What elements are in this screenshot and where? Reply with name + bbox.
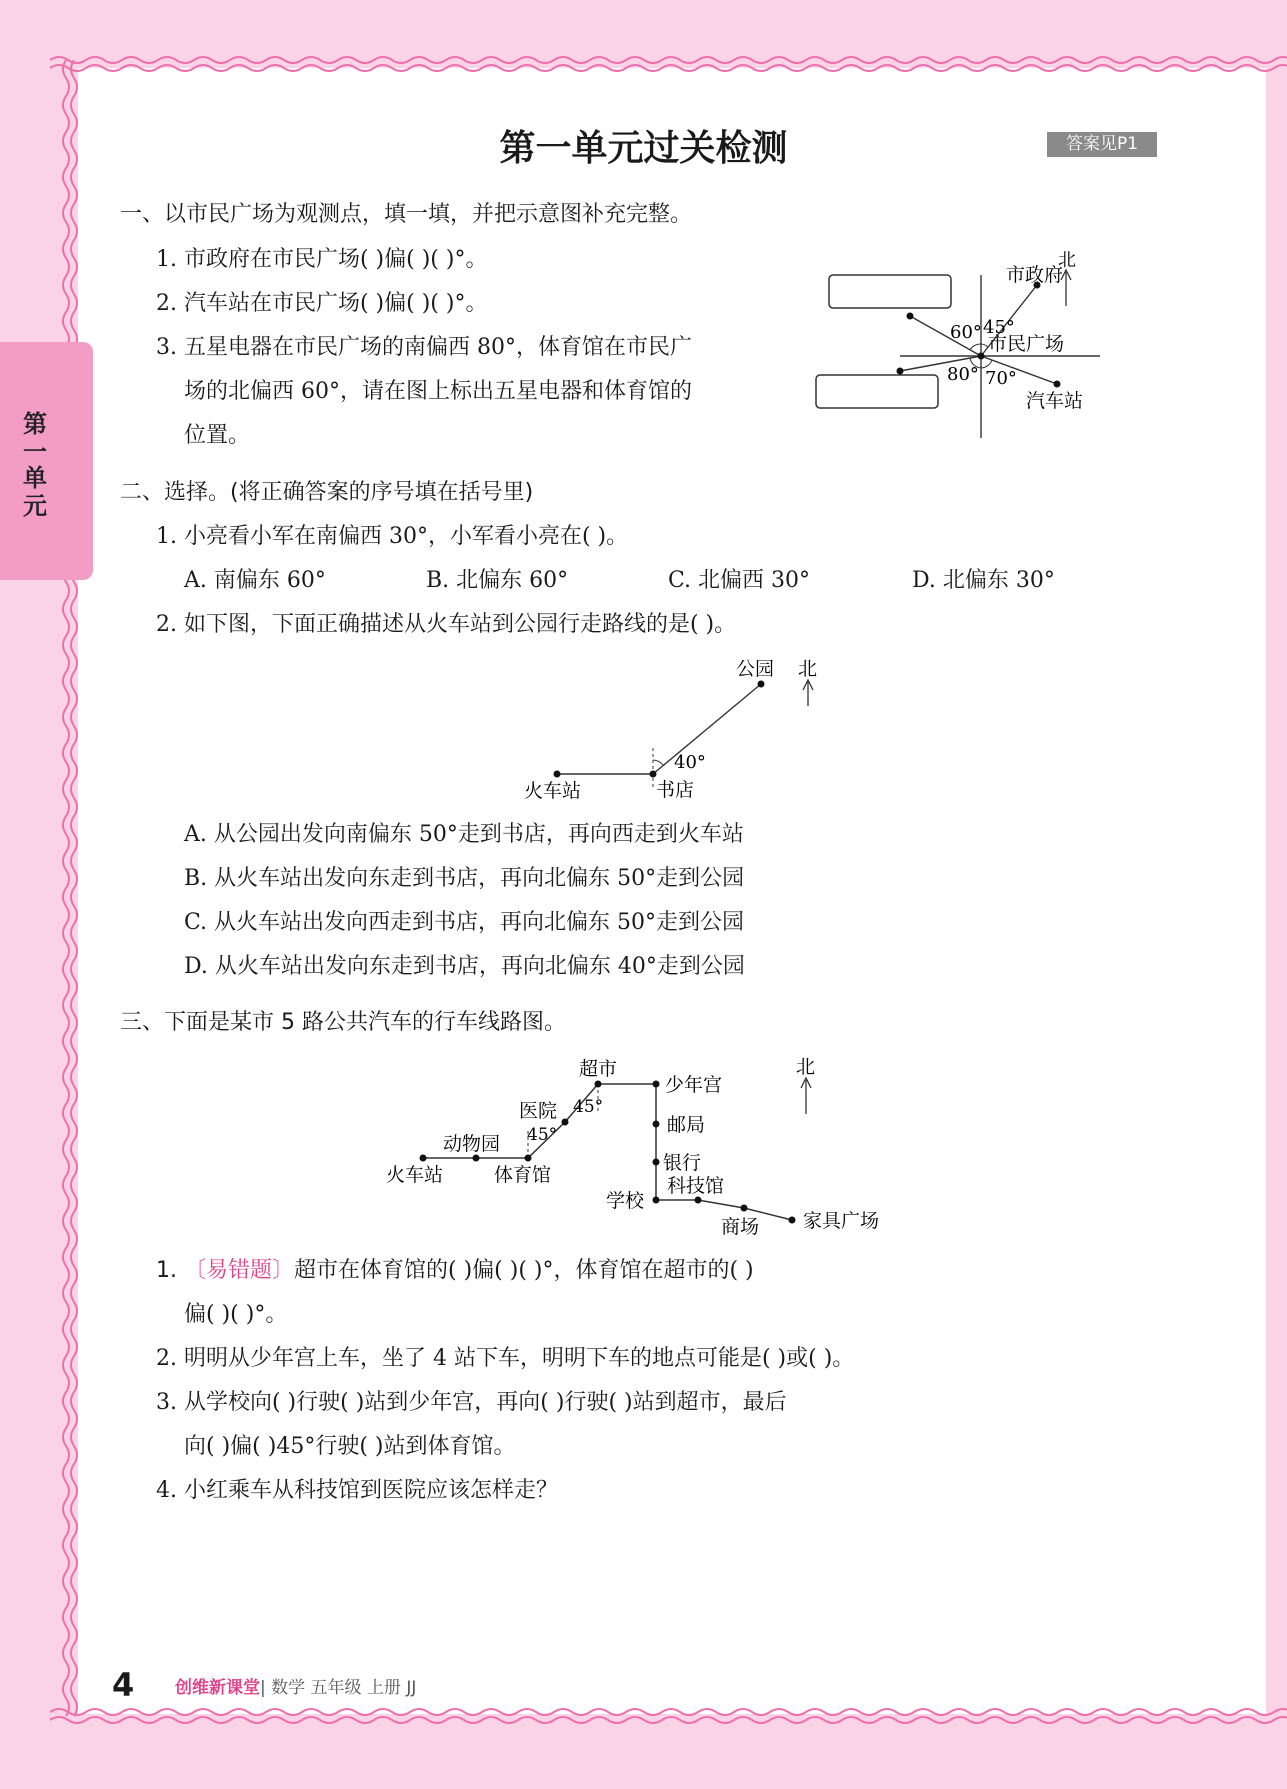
mall-label: 商场: [721, 1216, 760, 1238]
stop-bank: [653, 1159, 660, 1166]
bank-label: 银行: [663, 1152, 702, 1174]
answer-box-lower[interactable]: [816, 375, 938, 408]
unit-side-tab: [0, 342, 93, 580]
section3-q3-line2: 向( )偏( )45°行驶( )站到体育馆。: [184, 1434, 516, 1459]
zoo-label: 动物园: [443, 1133, 501, 1155]
school-label: 学校: [606, 1190, 645, 1212]
upper-left-point: [907, 313, 914, 320]
plaza-point: [978, 353, 985, 360]
road-bookstore-park: [653, 684, 761, 774]
stop-science-museum: [695, 1197, 702, 1204]
side-tab-char: 一: [23, 438, 47, 466]
page-title: 第一单元过关检测: [499, 128, 788, 169]
stop-supermarket: [595, 1081, 602, 1088]
supermarket-label: 超市: [579, 1058, 618, 1080]
angle-arc-top: [970, 344, 988, 350]
footer-brand: 创维新课堂: [175, 1678, 260, 1698]
bookstore-point: [650, 771, 657, 778]
section2-diagram: [510, 650, 840, 810]
angle-60-label: 60°: [950, 322, 982, 343]
stop-school: [653, 1197, 660, 1204]
section3-q2: 2. 明明从少年宫上车，坐了 4 站下车，明明下车的地点可能是( )或( )。: [156, 1346, 855, 1371]
side-tab-char: 元: [23, 492, 47, 520]
section3-q4: 4. 小红乘车从科技馆到医院应该怎样走？: [156, 1478, 558, 1503]
angle-45-label: 45°: [983, 317, 1015, 338]
section1-diagram: [800, 240, 1130, 450]
section1-heading: 一、以市民广场为观测点，填一填，并把示意图补充完整。: [120, 202, 693, 227]
angle-45-gym-label: 45°: [527, 1125, 558, 1145]
bus-route-map: [380, 1048, 900, 1248]
city-hall-label: 市政府: [1006, 264, 1064, 286]
section2-q2-option-c: C. 从火车站出发向西走到书店，再向北偏东 50°走到公园: [184, 910, 745, 935]
section1-q1: 1. 市政府在市民广场( )偏( )( )°。: [156, 247, 488, 272]
bus-station-point: [1054, 381, 1061, 388]
section1-q3-line2: 场的北偏西 60°，请在图上标出五星电器和体育馆的: [184, 379, 692, 404]
angle-45-supermarket-label: 45°: [573, 1097, 604, 1117]
youth-palace-label: 少年宫: [665, 1074, 723, 1096]
section3-q1-line1: 1. 〔易错题〕超市在体育馆的( )偏( )( )°，体育馆在超市的( ): [156, 1258, 754, 1283]
section3-q3-line1: 3. 从学校向( )行驶( )站到少年宫，再向( )行驶( )站到超市，最后: [156, 1390, 787, 1415]
angle-arc: [653, 760, 663, 765]
post-office-label: 邮局: [667, 1114, 706, 1136]
stop-furniture-plaza: [789, 1217, 796, 1224]
stop-post-office: [653, 1121, 660, 1128]
section2-q1-option-b: B. 北偏东 60°: [426, 568, 569, 593]
north-label: 北: [1058, 250, 1076, 271]
page-number: 4: [112, 1666, 135, 1704]
hospital-label: 医院: [519, 1100, 558, 1122]
side-tab-char: 第: [23, 410, 47, 438]
footer-info: [175, 1673, 416, 1698]
answer-box-upper[interactable]: [829, 275, 951, 308]
answer-reference: 答案见P1: [1047, 132, 1157, 157]
angle-80-label: 80°: [947, 364, 979, 385]
section1-q2: 2. 汽车站在市民广场( )偏( )( )°。: [156, 291, 488, 316]
section2-q1-option-a: A. 南偏东 60°: [184, 568, 326, 593]
stop-train-station: [420, 1155, 427, 1162]
train-station-point: [554, 771, 561, 778]
train-station-label: 火车站: [386, 1164, 444, 1186]
wave-border-top: [50, 40, 1287, 80]
section2-heading: 二、选择。(将正确答案的序号填在括号里): [120, 480, 534, 505]
lower-left-point: [897, 368, 904, 375]
footer-subject: | 数学 五年级 上册 JJ: [260, 1678, 417, 1698]
section2-q1-option-d: D. 北偏东 30°: [912, 568, 1055, 593]
train-station-label: 火车站: [524, 780, 582, 802]
north-label: 北: [798, 658, 818, 680]
park-point: [758, 681, 765, 688]
gym-label: 体育馆: [494, 1164, 552, 1186]
section2-q2-option-b: B. 从火车站出发向东走到书店，再向北偏东 50°走到公园: [184, 866, 745, 891]
section1-q3-line1: 3. 五星电器在市民广场的南偏西 80°，体育馆在市民广: [156, 335, 692, 360]
section3-q1-text: 超市在体育馆的( )偏( )( )°，体育馆在超市的( ): [294, 1258, 754, 1283]
section3-heading: 三、下面是某市 5 路公共汽车的行车线路图。: [120, 1010, 566, 1035]
section2-q1-option-c: C. 北偏西 30°: [668, 568, 811, 593]
stop-hospital: [562, 1119, 569, 1126]
error-prone-tag: 〔易错题〕: [183, 1258, 294, 1283]
stop-mall: [741, 1205, 748, 1212]
section3-q1-line2: 偏( )( )°。: [184, 1302, 288, 1327]
north-label: 北: [796, 1056, 816, 1078]
section2-q2-option-d: D. 从火车站出发向东走到书店，再向北偏东 40°走到公园: [184, 954, 745, 979]
stop-zoo: [473, 1155, 480, 1162]
science-museum-label: 科技馆: [667, 1175, 725, 1197]
stop-youth-palace: [653, 1081, 660, 1088]
wave-border-bottom: [50, 1700, 1287, 1740]
angle-70-label: 70°: [985, 368, 1017, 389]
stop-gym: [525, 1155, 532, 1162]
section2-q1: 1. 小亮看小军在南偏西 30°，小军看小亮在( )。: [156, 524, 629, 549]
angle-40-label: 40°: [674, 752, 706, 773]
plaza-label: 市民广场: [988, 333, 1065, 355]
park-label: 公园: [736, 658, 775, 680]
bookstore-label: 书店: [656, 779, 695, 801]
furniture-plaza-label: 家具广场: [803, 1210, 880, 1232]
section2-q2: 2. 如下图，下面正确描述从火车站到公园行走路线的是( )。: [156, 612, 737, 637]
bus-station-label: 汽车站: [1026, 390, 1084, 412]
section1-q3-line3: 位置。: [184, 423, 251, 448]
wave-border-left: [48, 60, 88, 1720]
section2-q2-option-a: A. 从公园出发向南偏东 50°走到书店，再向西走到火车站: [184, 822, 744, 847]
side-tab-char: 单: [23, 464, 47, 492]
